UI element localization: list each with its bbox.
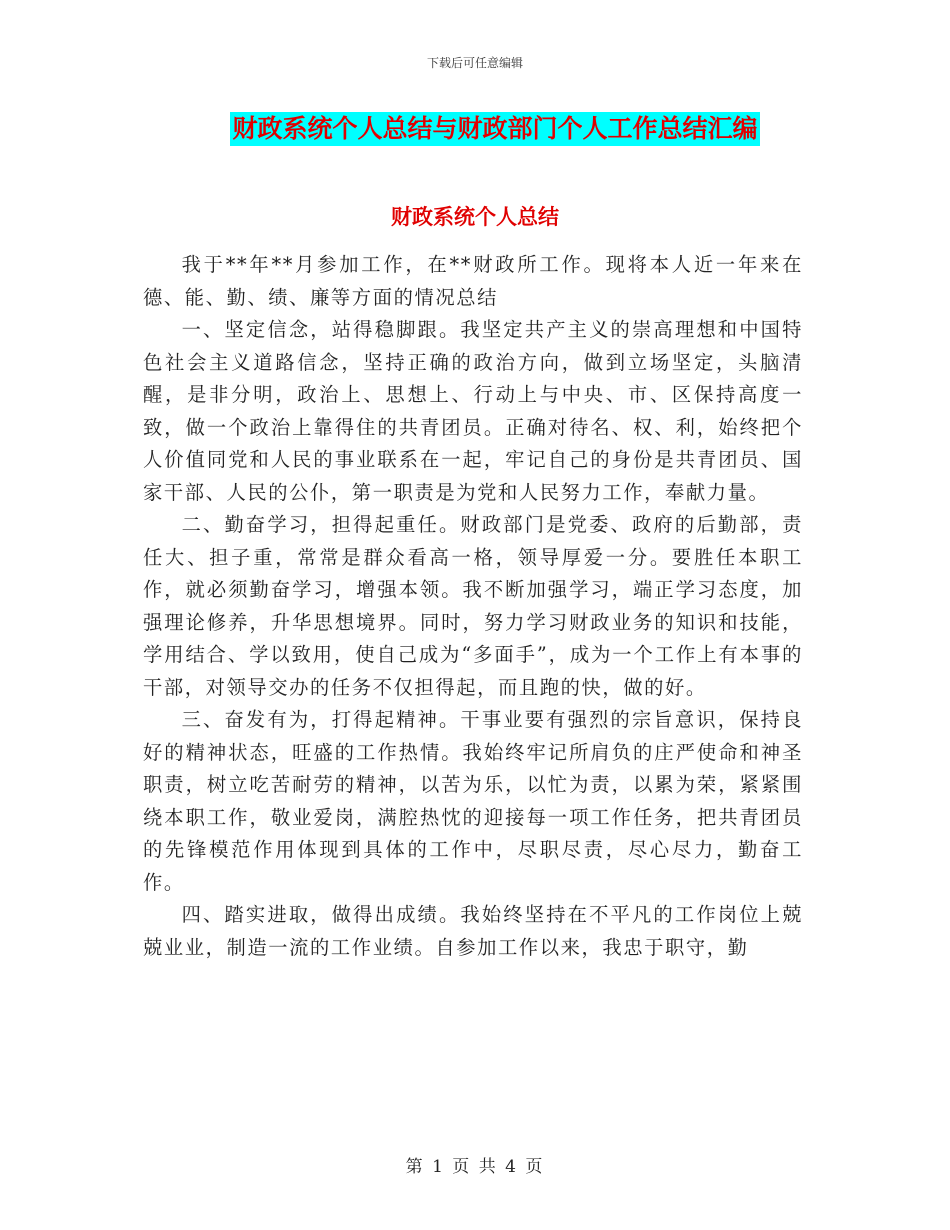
page-number-footer: 第 1 页 共 4 页 <box>405 1157 545 1177</box>
document-body <box>143 249 803 964</box>
paragraph-1: 一、坚定信念，站得稳脚跟。我坚定共产主义的崇高理想和中国特色社会主义道路信念，坚持正确的政治方向，做到立场坚定，头脑清醒，是非分明，政治上、思想上、行动上与中央、市、区保持高度一致，做一个政治上靠得住的共青团员。正确对待名、权、利，始终把个人价值同党和人民的事业联系在一起，牢记自己的身份是共青团员、国家干部、人民的公仆，第一职责是为党和人民努力工作，奉献力量。 <box>143 318 803 504</box>
paragraph-2: 二、勤奋学习，担得起重任。财政部门是党委、政府的后勤部，责任大、担子重，常常是群众看高一格，领导厚爱一分。要胜任本职工作，就必须勤奋学习，增强本领。我不断加强学习，端正学习态度，加强理论修养，升华思想境界。同时，努力学习财政业务的知识和技能，学用结合、学以致用，使自己成为“多面手”，成为一个工作上有本事的干部，对领导交办的任务不仅担得起，而且跑的快，做的好。 <box>143 513 803 699</box>
paragraph-3: 三、奋发有为，打得起精神。干事业要有强烈的宗旨意识，保持良好的精神状态，旺盛的工作热情。我始终牢记所肩负的庄严使命和神圣职责，树立吃苦耐劳的精神，以苦为乐，以忙为责，以累为荣，紧紧围绕本职工作，敬业爱岗，满腔热忱的迎接每一项工作任务，把共青团员的先锋模范作用体现到具体的工作中，尽职尽责，尽心尽力，勤奋工作。 <box>143 708 803 894</box>
document-title: 财政系统个人总结与财政部门个人工作总结汇编 <box>230 112 759 146</box>
document-title-wrapper <box>0 112 950 146</box>
section-title: 财政系统个人总结 <box>391 204 559 229</box>
header-note: 下载后可任意编辑 <box>426 56 523 70</box>
paragraph-intro: 我于**年**月参加工作，在**财政所工作。现将本人近一年来在德、能、勤、绩、廉等方面的情况总结 <box>143 253 803 309</box>
paragraph-4: 四、踏实进取，做得出成绩。我始终坚持在不平凡的工作岗位上兢兢业业，制造一流的工作业绩。自参加工作以来，我忠于职守，勤 <box>143 903 803 959</box>
